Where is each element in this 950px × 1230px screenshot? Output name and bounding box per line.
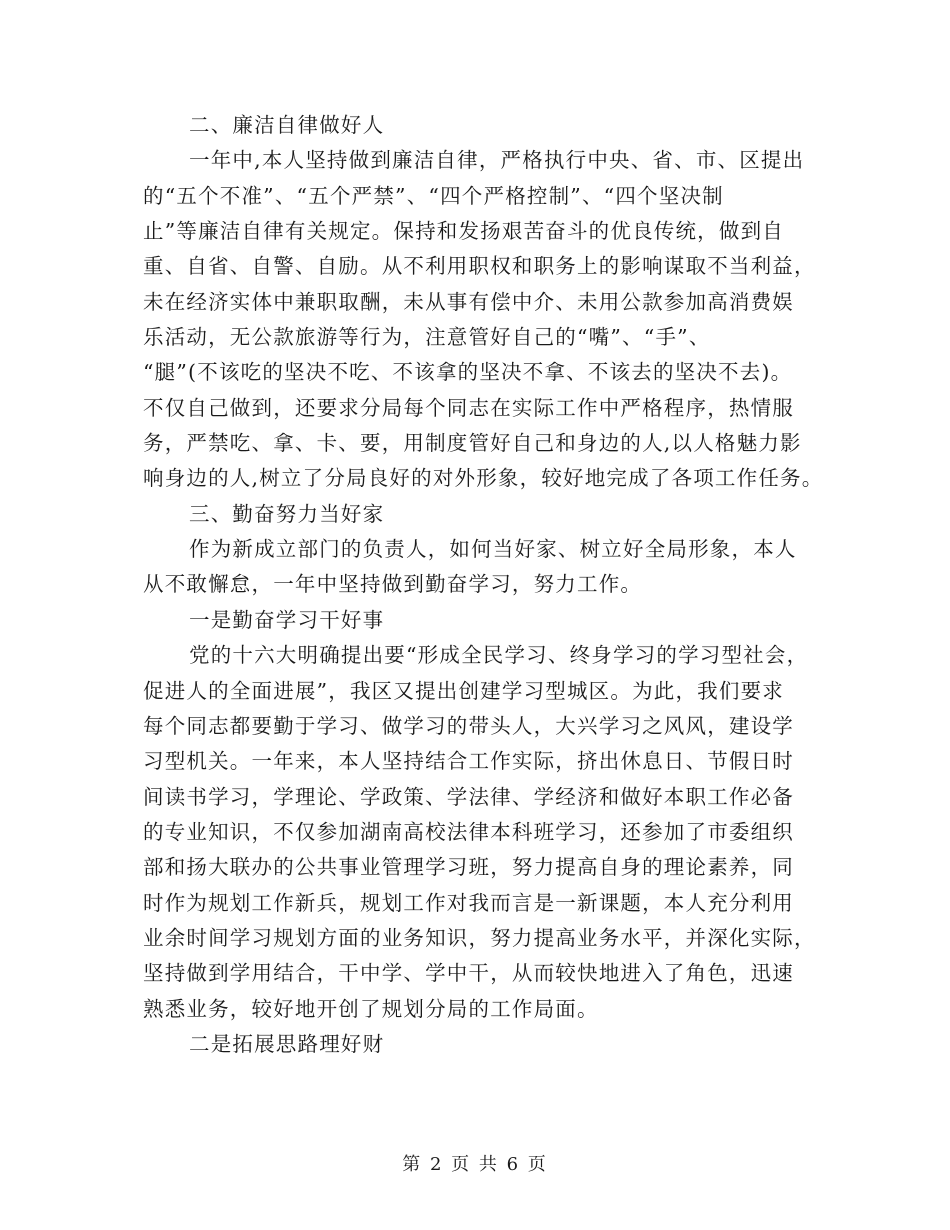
- paragraph-line: 党的十六大明确提出要“形成全民学习、终身学习的学习型社会，: [189, 643, 809, 668]
- paragraph-line: 促进人的全面进展”，我区又提出创建学习型城区。为此，我们要求: [143, 678, 784, 703]
- page-footer: [0, 1150, 950, 1176]
- paragraph-line: 未在经济实体中兼职取酬，未从事有偿中介、未用公款参加高消费娱: [143, 289, 794, 314]
- page-number-label: 第 2 页 共 6 页: [402, 1154, 548, 1175]
- paragraph-line: 响身边的人,树立了分局良好的对外形象，较好地完成了各项工作任务。: [143, 466, 824, 491]
- paragraph-line: 每个同志都要勤于学习、做学习的带头人，大兴学习之风风，建设学: [143, 713, 794, 738]
- paragraph-line: 时作为规划工作新兵，规划工作对我而言是一新课题，本人充分利用: [143, 890, 794, 915]
- paragraph-line: 习型机关。一年来，本人坚持结合工作实际，挤出休息日、节假日时: [143, 749, 794, 774]
- section-heading: 二、廉洁自律做好人: [189, 113, 385, 137]
- paragraph-line: 从不敢懈怠，一年中坚持做到勤奋学习，努力工作。: [143, 572, 643, 597]
- paragraph-line: 止”等廉洁自律有关规定。保持和发扬艰苦奋斗的优良传统，做到自: [143, 219, 784, 244]
- subsection-heading: 二是拓展思路理好财: [189, 1031, 385, 1056]
- paragraph-line: 业余时间学习规划方面的业务知识，努力提高业务水平，并深化实际，: [143, 925, 816, 950]
- paragraph-line: 间读书学习，学理论、学政策、学法律、学经济和做好本职工作必备: [143, 784, 794, 809]
- paragraph-line: 乐活动，无公款旅游等行为，注意管好自己的“嘴”、“手”、: [143, 325, 711, 350]
- section-heading: 三、勤奋努力当好家: [189, 501, 385, 526]
- paragraph-line: 的“五个不准”、“五个严禁”、“四个严格控制”、“四个坚决制: [143, 183, 724, 208]
- paragraph-line: 的专业知识，不仅参加湖南高校法律本科班学习，还参加了市委组织: [143, 819, 794, 844]
- paragraph-line: 一年中,本人坚持做到廉洁自律，严格执行中央、省、市、区提出: [189, 148, 805, 173]
- paragraph-line: 重、自省、自警、自励。从不利用职权和职务上的影响谋取不当利益，: [143, 254, 816, 279]
- paragraph-line: “腿”(不该吃的坚决不吃、不该拿的坚决不拿、不该去的坚决不去)。: [143, 360, 793, 385]
- paragraph-line: 不仅自己做到，还要求分局每个同志在实际工作中严格程序，热情服: [143, 395, 794, 420]
- paragraph-line: 务，严禁吃、拿、卡、要，用制度管好自己和身边的人,以人格魅力影: [143, 431, 802, 456]
- paragraph-line: 部和扬大联办的公共事业管理学习班，努力提高自身的理论素养，同: [143, 855, 794, 880]
- document-body: [143, 108, 823, 1062]
- paragraph-line: 熟悉业务，较好地开创了规划分局的工作局面。: [143, 996, 599, 1021]
- subsection-heading: 一是勤奋学习干好事: [189, 607, 385, 632]
- paragraph-line: 作为新成立部门的负责人，如何当好家、树立好全局形象，本人: [189, 537, 797, 562]
- paragraph-line: 坚持做到学用结合，干中学、学中干，从而较快地进入了角色，迅速: [143, 961, 794, 986]
